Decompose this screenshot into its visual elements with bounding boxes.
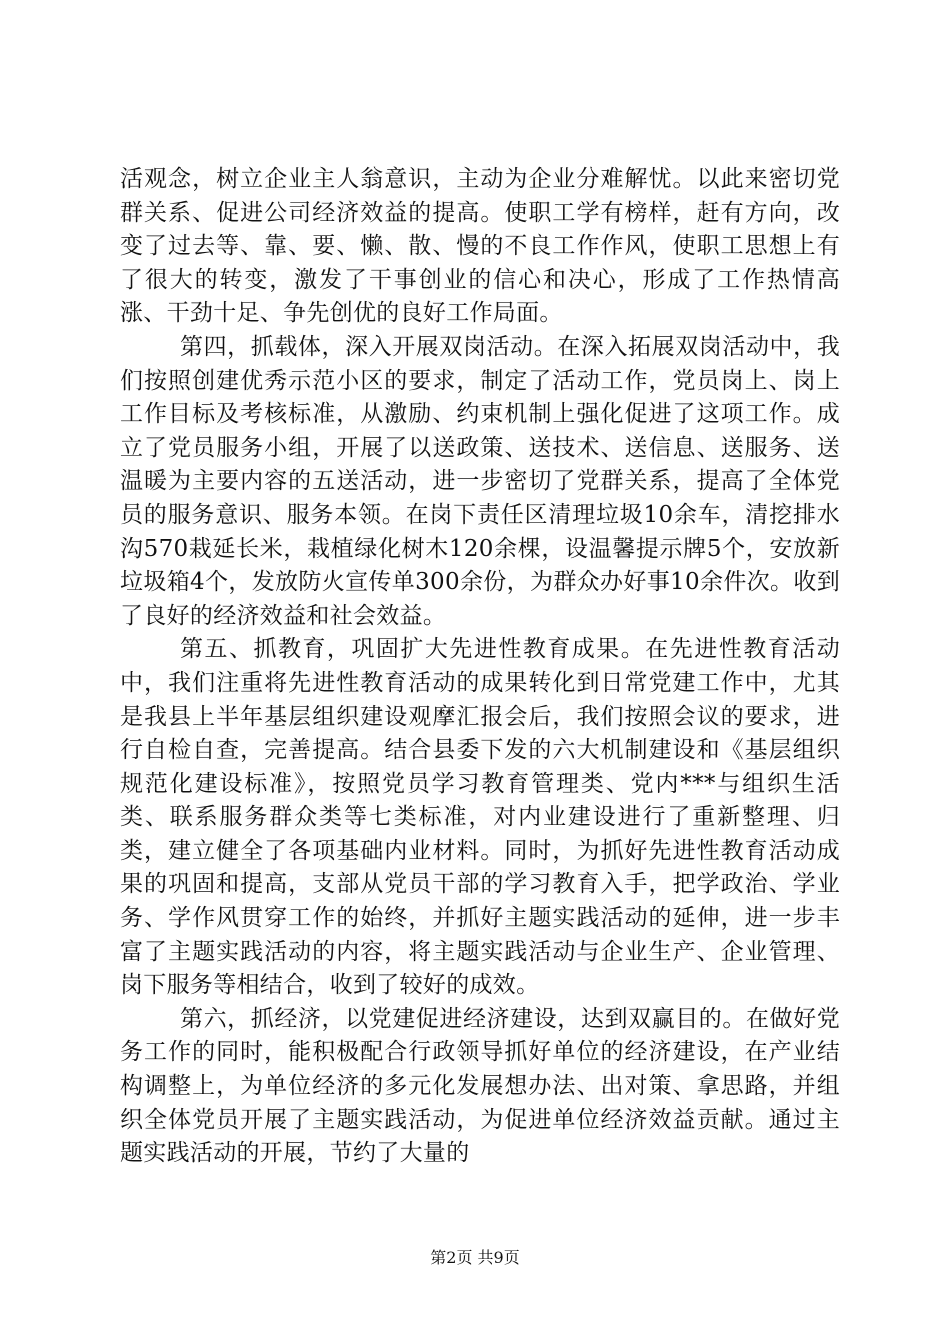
page-number-footer: 第2页 共9页	[430, 1248, 520, 1267]
document-body	[120, 163, 840, 1171]
paragraph-continuation: 活观念，树立企业主人翁意识，主动为企业分难解忧。以此来密切党群关系、促进公司经济效益的提高。使职工学有榜样，赶有方向，改变了过去等、靠、要、懒、散、慢的不良工作作风，使职工思想上有了很大的转变，激发了干事创业的信心和决心，形成了工作热情高涨、干劲十足、争先创优的良好工作局面。	[120, 166, 840, 327]
paragraph-fourth: 第四，抓载体，深入开展双岗活动。在深入拓展双岗活动中，我们按照创建优秀示范小区的要求，制定了活动工作，党员岗上、岗上工作目标及考核标准，从激励、约束机制上强化促进了这项工作。成立了党员服务小组，开展了以送政策、送技术、送信息、送服务、送温暖为主要内容的五送活动，进一步密切了党群关系，提高了全体党员的服务意识、服务本领。在岗下责任区清理垃圾10余车，清挖排水沟570栽延长米，栽植绿化树木120余棵，设温馨提示牌5个，安放新垃圾箱4个，发放防火宣传单300余份，为群众办好事10余件次。收到了良好的经济效益和社会效益。	[120, 333, 840, 629]
paragraph-sixth: 第六，抓经济，以党建促进经济建设，达到双赢目的。在做好党务工作的同时，能积极配合行政领导抓好单位的经济建设，在产业结构调整上，为单位经济的多元化发展想办法、出对策、拿思路，并组织全体党员开展了主题实践活动，为促进单位经济效益贡献。通过主题实践活动的开展，节约了大量的	[120, 1005, 840, 1167]
paragraph-fifth: 第五、抓教育，巩固扩大先进性教育成果。在先进性教育活动中，我们注重将先进性教育活动的成果转化到日常党建工作中，尤其是我县上半年基层组织建设观摩汇报会后，我们按照会议的要求，进行自检自查，完善提高。结合县委下发的六大机制建设和《基层组织规范化建设标准》，按照党员学习教育管理类、党内***与组织生活类、联系服务群众类等七类标准，对内业建设进行了重新整理、归类，建立健全了各项基础内业材料。同时，为抓好先进性教育活动成果的巩固和提高，支部从党员干部的学习教育入手，把学政治、学业务、学作风贯穿工作的始终，并抓好主题实践活动的延伸，进一步丰富了主题实践活动的内容，将主题实践活动与企业生产、企业管理、岗下服务等相结合，收到了较好的成效。	[120, 636, 840, 999]
